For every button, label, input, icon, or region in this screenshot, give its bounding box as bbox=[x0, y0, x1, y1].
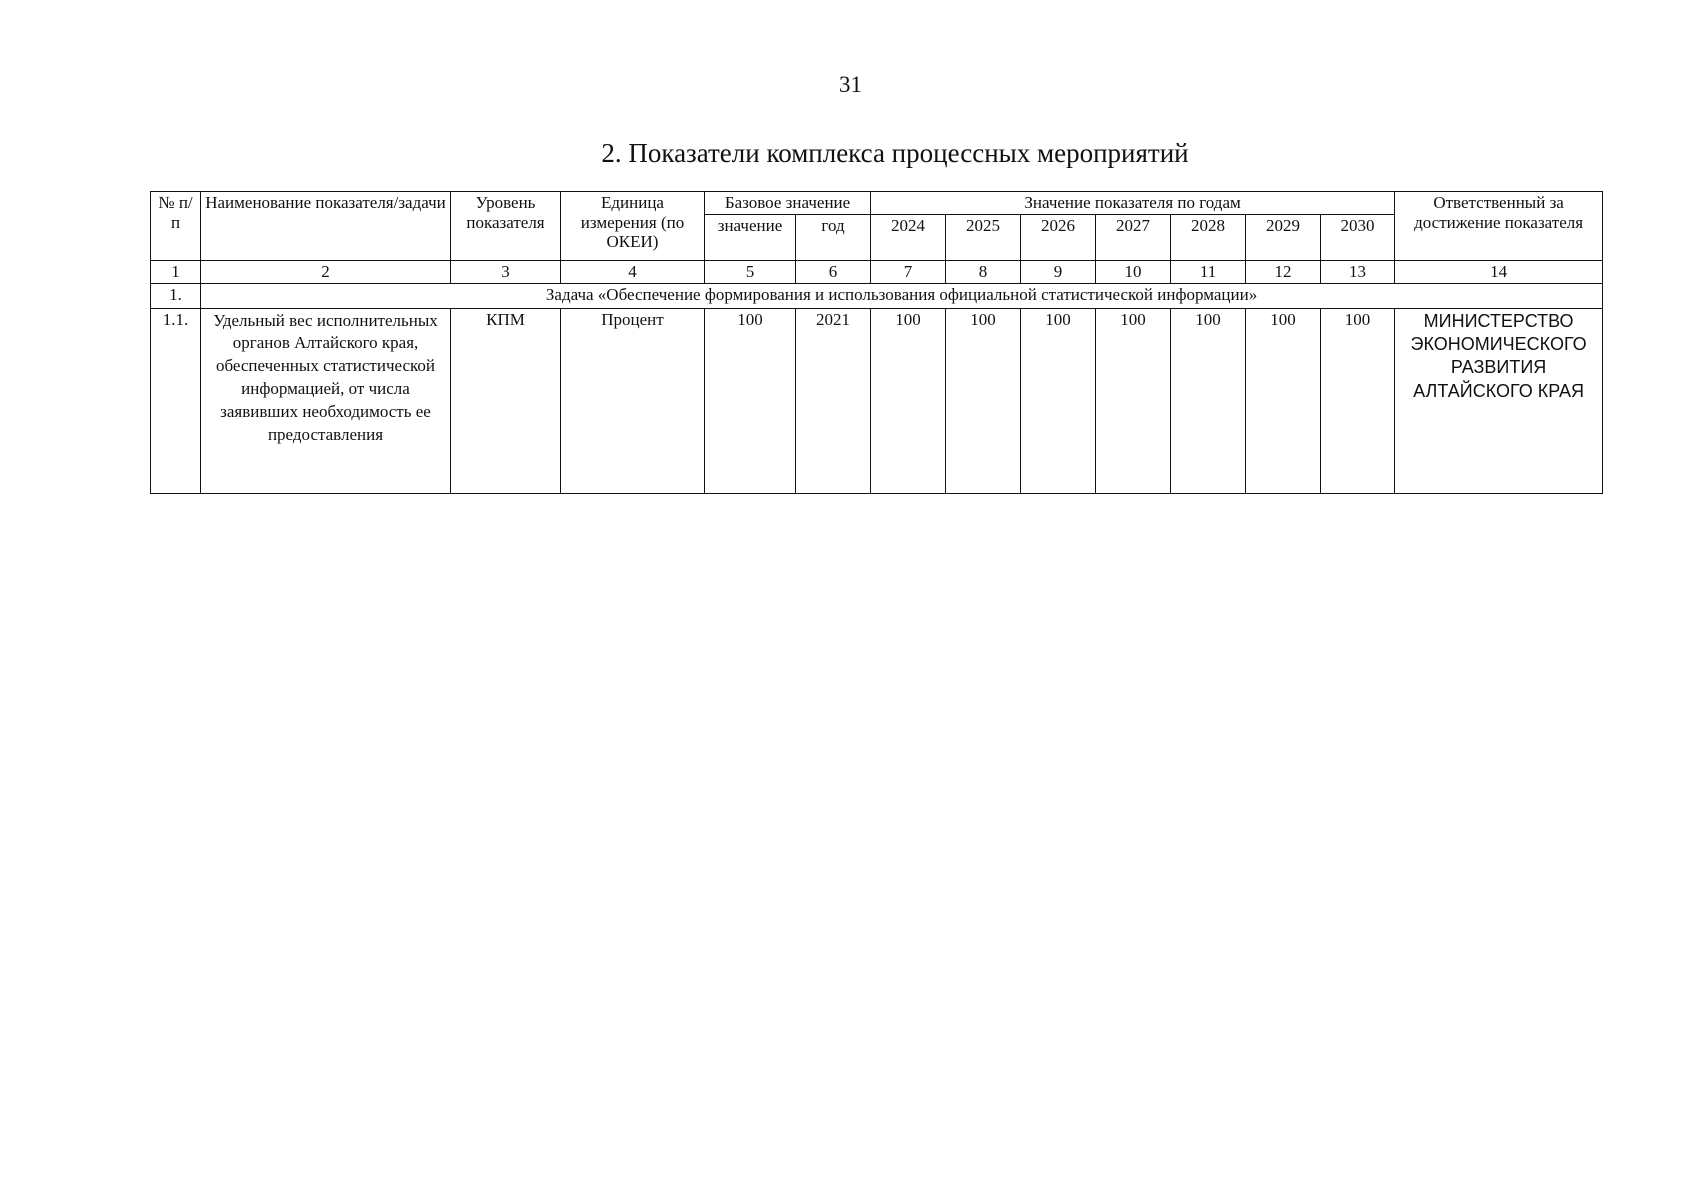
responsible: МИНИСТЕРСТВО ЭКОНОМИЧЕСКОГО РАЗВИТИЯ АЛТАЙСКОГО КРАЯ bbox=[1395, 308, 1603, 493]
header-year-2029: 2029 bbox=[1246, 214, 1321, 260]
value-2025: 100 bbox=[946, 308, 1021, 493]
indicator-level: КПМ bbox=[451, 308, 561, 493]
column-number: 14 bbox=[1395, 260, 1603, 283]
header-level: Уровень показателя bbox=[451, 192, 561, 261]
column-number: 4 bbox=[561, 260, 705, 283]
header-year-2028: 2028 bbox=[1171, 214, 1246, 260]
header-year-2025: 2025 bbox=[946, 214, 1021, 260]
header-year-2027: 2027 bbox=[1096, 214, 1171, 260]
column-number: 5 bbox=[705, 260, 796, 283]
header-row-top bbox=[151, 192, 1603, 215]
column-number: 6 bbox=[796, 260, 871, 283]
value-2026: 100 bbox=[1021, 308, 1096, 493]
value-2027: 100 bbox=[1096, 308, 1171, 493]
column-number: 12 bbox=[1246, 260, 1321, 283]
column-number: 3 bbox=[451, 260, 561, 283]
value-2024: 100 bbox=[871, 308, 946, 493]
indicator-unit: Процент bbox=[561, 308, 705, 493]
header-unit: Единица измерения (по ОКЕИ) bbox=[561, 192, 705, 261]
header-years-group: Значение показателя по годам bbox=[871, 192, 1395, 215]
column-number: 8 bbox=[946, 260, 1021, 283]
base-value: 100 bbox=[705, 308, 796, 493]
column-number: 11 bbox=[1171, 260, 1246, 283]
column-number: 10 bbox=[1096, 260, 1171, 283]
table-row bbox=[151, 308, 1603, 493]
header-year-2024: 2024 bbox=[871, 214, 946, 260]
indicators-table bbox=[150, 191, 1603, 494]
header-year-2030: 2030 bbox=[1321, 214, 1395, 260]
header-no: № п/п bbox=[151, 192, 201, 261]
column-number: 13 bbox=[1321, 260, 1395, 283]
header-base-value: Базовое значение bbox=[705, 192, 871, 215]
column-number-row bbox=[151, 260, 1603, 283]
column-number: 1 bbox=[151, 260, 201, 283]
task-text: Задача «Обеспечение формирования и использования официальной статистической информации» bbox=[201, 283, 1603, 308]
value-2030: 100 bbox=[1321, 308, 1395, 493]
header-name: Наименование показателя/задачи bbox=[201, 192, 451, 261]
row-number: 1.1. bbox=[151, 308, 201, 493]
indicator-name: Удельный вес исполнительных органов Алтайского края, обеспеченных статистической информацией, от числа заявивших необходимость ее предоставления bbox=[201, 308, 451, 493]
header-base-value-value: значение bbox=[705, 214, 796, 260]
page-number: 31 bbox=[839, 72, 862, 97]
column-number: 9 bbox=[1021, 260, 1096, 283]
header-year-2026: 2026 bbox=[1021, 214, 1096, 260]
base-year: 2021 bbox=[796, 308, 871, 493]
page-title: 2. Показатели комплекса процессных мероприятий bbox=[601, 138, 1189, 168]
task-number: 1. bbox=[151, 283, 201, 308]
value-2029: 100 bbox=[1246, 308, 1321, 493]
header-responsible: Ответственный за достижение показателя bbox=[1395, 192, 1603, 261]
header-base-value-year: год bbox=[796, 214, 871, 260]
column-number: 2 bbox=[201, 260, 451, 283]
task-row bbox=[151, 283, 1603, 308]
column-number: 7 bbox=[871, 260, 946, 283]
value-2028: 100 bbox=[1171, 308, 1246, 493]
